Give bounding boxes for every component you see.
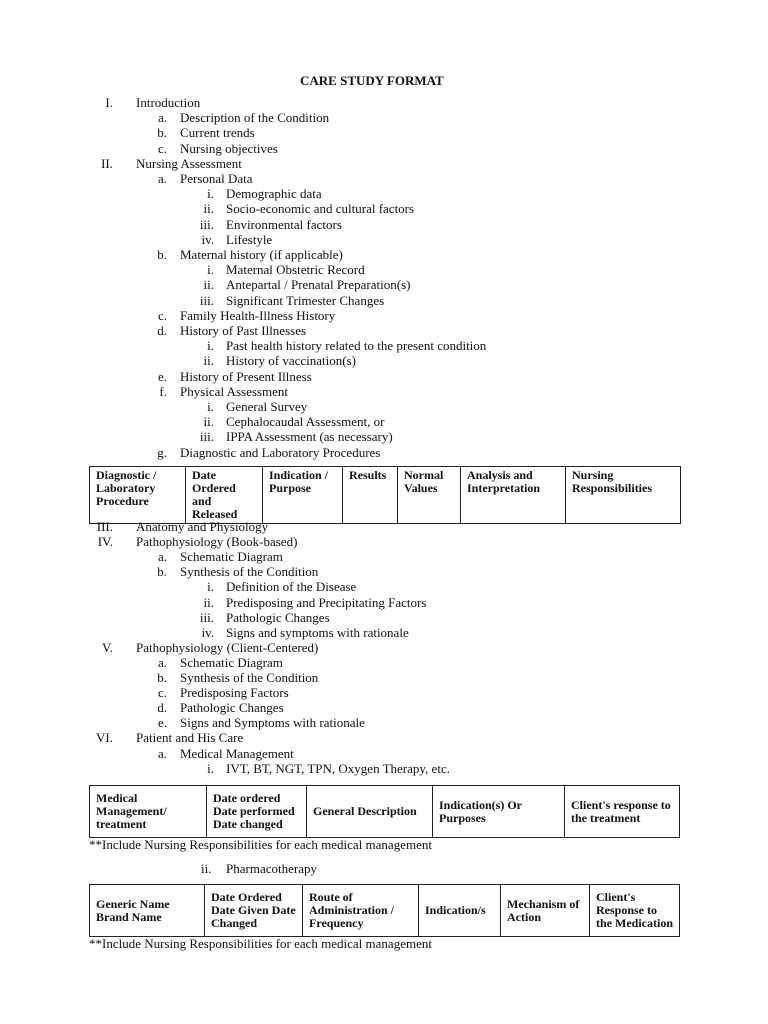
outline-number: a. (157, 171, 167, 186)
outline-number: III. (96, 519, 113, 534)
outline-item: Schematic Diagram (180, 549, 283, 565)
outline-item: Diagnostic and Laboratory Procedures (180, 444, 381, 460)
outline-item: Nursing Assessment (136, 155, 242, 171)
outline-item: Significant Trimester Changes (226, 292, 385, 308)
outline-item: Introduction (136, 95, 201, 110)
outline-item: Pathophysiology (Book-based) (136, 534, 298, 550)
outline-number: i. (207, 186, 214, 202)
outline-number: e. (157, 715, 167, 731)
outline-item: Anatomy and Physiology (136, 519, 269, 534)
header-normal-values: Normal Values (398, 467, 461, 524)
outline-number: a. (157, 549, 167, 565)
outline-item: Signs and symptoms with rationale (226, 624, 409, 640)
outline-number: i. (207, 579, 214, 595)
outline-number: iii. (199, 429, 214, 445)
nursing-note-2: **Include Nursing Responsibilities for each medical management (89, 936, 432, 951)
outline-item: Synthesis of the Condition (180, 670, 319, 685)
header-client-response-medication: Client's Response to the Medication (590, 885, 680, 937)
page-title: CARE STUDY FORMAT (300, 73, 444, 88)
outline-number: iv. (201, 231, 214, 247)
header-nursing-responsibilities: Nursing Responsibilities (566, 467, 681, 524)
outline-number: ii. (203, 201, 214, 217)
header-generic-brand-name: Generic Name Brand Name (90, 885, 205, 937)
outline-number: ii. (203, 594, 214, 610)
header-results: Results (343, 467, 398, 524)
outline-item: Signs and Symptoms with rationale (180, 715, 365, 731)
pharmacotherapy-table (89, 884, 680, 937)
outline-number: II. (101, 155, 113, 171)
outline-number: a. (157, 745, 167, 761)
outline-number: IV. (97, 534, 113, 550)
header-medical-management: Medical Management/ treatment (90, 786, 207, 838)
outline-item: Cephalocaudal Assessment, or (226, 414, 385, 430)
outline-item: General Survey (226, 399, 308, 414)
outline-item: History of vaccination(s) (226, 353, 356, 369)
outline-number: c. (157, 307, 167, 323)
outline-item: Current trends (180, 125, 255, 141)
outline-number: g. (157, 444, 167, 460)
outline-number: b. (157, 125, 167, 141)
outline-number: iii. (199, 216, 214, 232)
outline-number: a. (157, 110, 167, 126)
outline-item: Synthesis of the Condition (180, 564, 319, 580)
outline-number: f. (159, 383, 167, 399)
header-client-response: Client's response to the treatment (565, 786, 680, 838)
header-indications: Indication(s) Or Purposes (433, 786, 565, 838)
outline-item: Maternal history (if applicable) (180, 247, 343, 262)
outline-item: Description of the Condition (180, 110, 330, 126)
outline-item: Patient and His Care (136, 730, 244, 746)
outline-item: Antepartal / Prenatal Preparation(s) (226, 277, 411, 293)
outline-item: Socio-economic and cultural factors (226, 201, 415, 217)
header-dates: Date ordered Date performed Date changed (207, 786, 307, 838)
outline-number: b. (157, 564, 167, 580)
outline-number: iv. (201, 624, 214, 640)
outline-number: b. (157, 670, 167, 685)
header-date-ordered-given: Date Ordered Date Given Date Changed (205, 885, 303, 937)
header-route-frequency: Route of Administration / Frequency (303, 885, 419, 937)
header-analysis-interpretation: Analysis and Interpretation (461, 467, 566, 524)
outline-number: iii. (199, 292, 214, 308)
outline-item: Past health history related to the present condition (226, 338, 487, 354)
nursing-note-1: **Include Nursing Responsibilities for each medical management (89, 837, 432, 852)
outline-number: b. (157, 247, 167, 262)
outline-number: i. (207, 262, 214, 278)
outline-number: iii. (199, 609, 214, 625)
outline-number: e. (157, 368, 167, 384)
outline-item: IVT, BT, NGT, TPN, Oxygen Therapy, etc. (226, 760, 450, 776)
outline-item: Pathophysiology (Client-Centered) (136, 639, 319, 655)
outline-number: i. (207, 338, 214, 354)
outline-item: Predisposing Factors (180, 685, 289, 701)
outline-item: History of Present Illness (180, 368, 312, 384)
outline-number: c. (157, 685, 167, 701)
outline-item: Pathologic Changes (226, 609, 330, 625)
outline-item: Environmental factors (226, 216, 342, 232)
outline-number: VI. (96, 730, 113, 746)
header-indication-purpose: Indication / Purpose (263, 467, 343, 524)
medical-management-table (89, 785, 680, 838)
outline-number: I. (105, 95, 113, 110)
outline-number: i. (207, 399, 214, 414)
pharmacotherapy-label: Pharmacotherapy (226, 861, 317, 876)
outline-item: History of Past Illnesses (180, 323, 307, 338)
header-general-description: General Description (307, 786, 433, 838)
header-indication: Indication/s (419, 885, 501, 937)
outline-item: Pathologic Changes (180, 700, 284, 716)
outline-item: Family Health-Illness History (180, 307, 336, 323)
outline-item: Predisposing and Precipitating Factors (226, 594, 427, 610)
outline-item: Physical Assessment (180, 383, 288, 399)
outline-number: a. (157, 654, 167, 670)
outline-item: IPPA Assessment (as necessary) (226, 429, 393, 445)
outline-number: ii. (203, 277, 214, 293)
pharmacotherapy-number: ii. (201, 861, 212, 876)
outline-number: V. (102, 639, 113, 655)
diagnostic-table (89, 466, 681, 524)
header-diagnostic-procedure: Diagnostic / Laboratory Procedure (90, 467, 186, 524)
outline-item: Lifestyle (226, 231, 273, 247)
outline-number: c. (157, 140, 167, 156)
outline-item: Demographic data (226, 186, 322, 202)
outline-item: Maternal Obstetric Record (226, 262, 365, 278)
outline-item: Medical Management (180, 745, 294, 761)
outline-item: Definition of the Disease (226, 579, 357, 595)
outline-item: Schematic Diagram (180, 654, 283, 670)
outline-number: d. (157, 700, 167, 716)
outline-item: Personal Data (180, 171, 253, 186)
outline-number: ii. (203, 414, 214, 430)
outline-number: i. (207, 760, 214, 776)
outline-item: Nursing objectives (180, 140, 278, 156)
outline-number: d. (157, 323, 167, 338)
header-date-ordered-released: Date Ordered and Released (186, 467, 263, 524)
outline-number: ii. (203, 353, 214, 369)
header-mechanism-action: Mechanism of Action (501, 885, 590, 937)
